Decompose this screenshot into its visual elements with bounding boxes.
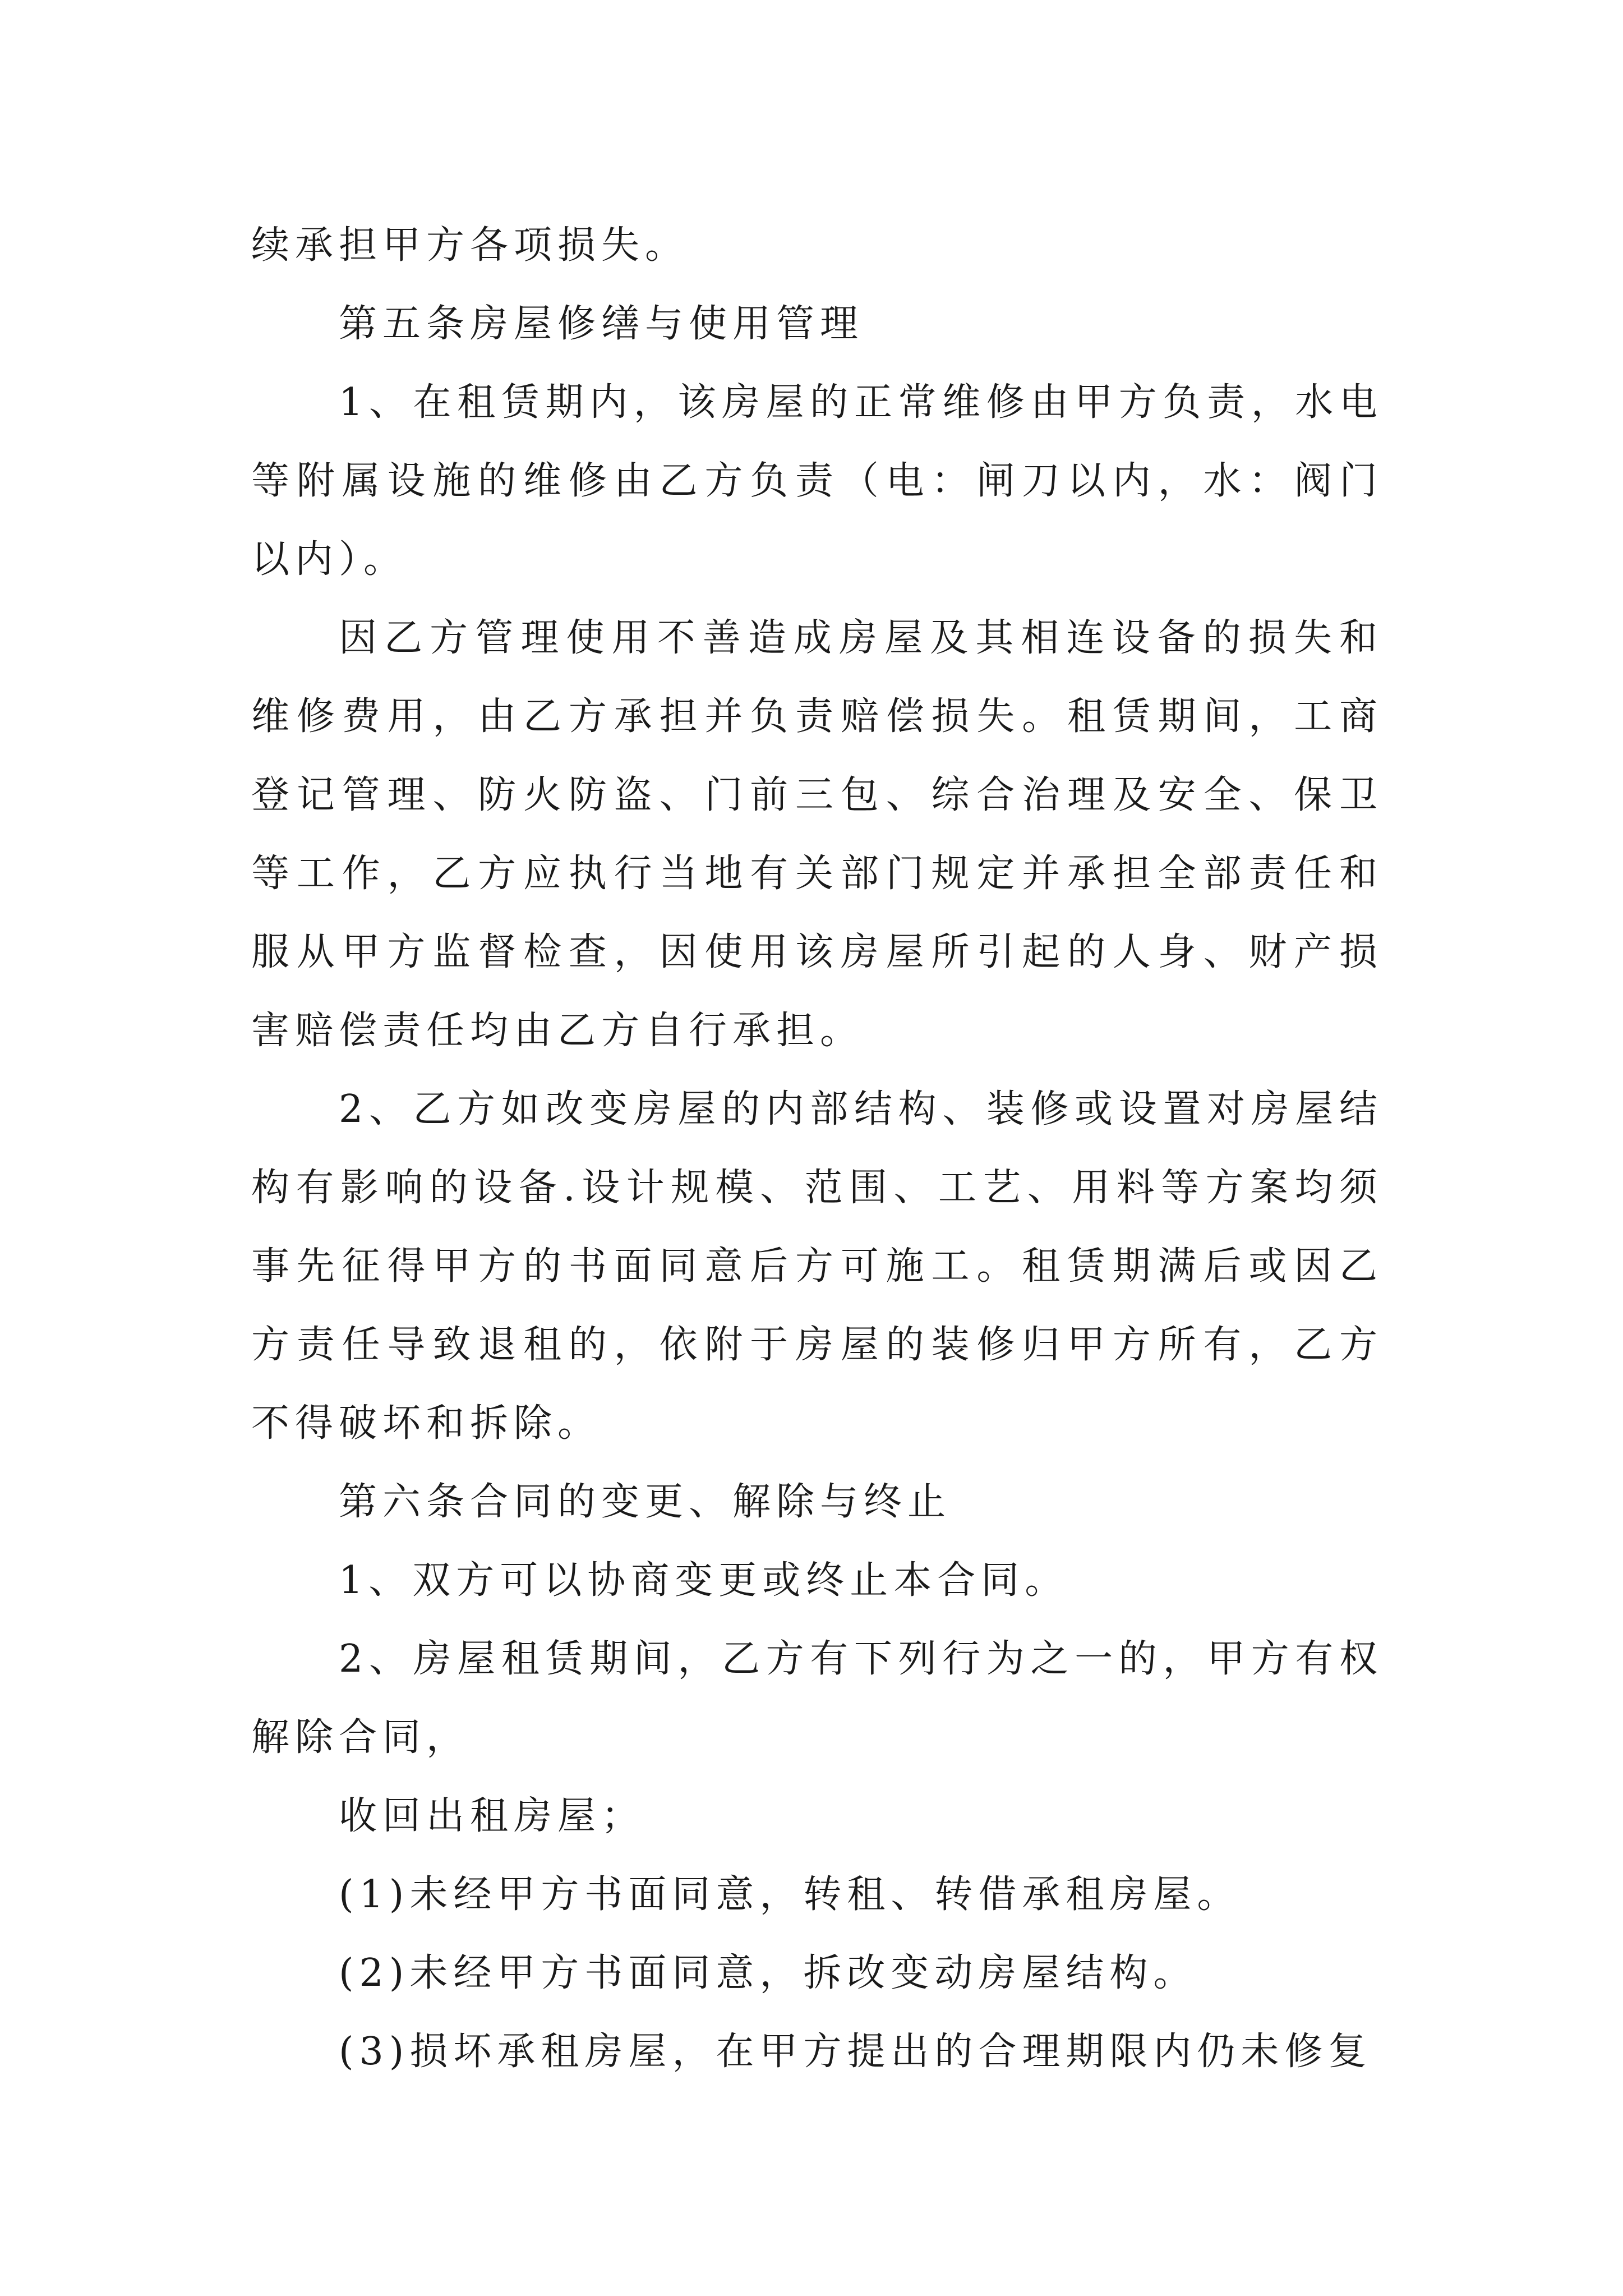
list-item: (2)未经甲方书面同意，拆改变动房屋结构。 [339,1951,1197,1995]
list-item: (1)未经甲方书面同意，转租、转借承租房屋。 [339,1872,1241,1917]
paragraph: 1、在租赁期内，该房屋的正常维修由甲方负责，水电等附属设施的维修由乙方负责（电：闸刀以内，水：阀门以内）。 [251,380,1383,582]
list-item: (3)损坏承租房屋，在甲方提出的合理期限内仍未修复 [339,2030,1372,2074]
section-heading: 第六条合同的变更、解除与终止 [339,1480,952,1524]
paragraph: 因乙方管理使用不善造成房屋及其相连设备的损失和维修费用，由乙方承担并负责赔偿损失。租赁期间，工商登记管理、防火防盗、门前三包、综合治理及安全、保卫等工作，乙方应执行当地有关部门规定并承担全部责任和服从甲方监督检查，因使用该房屋所引起的人身、财产损害赔偿责任均由乙方自行承担。 [251,616,1383,1053]
document-body [251,206,1383,2091]
paragraph: 收回出租房屋； [339,1794,645,1838]
paragraph: 2、乙方如改变房屋的内部结构、装修或设置对房屋结构有影响的设备.设计规模、范围、工艺、用料等方案均须事先征得甲方的书面同意后方可施工。租赁期满后或因乙方责任导致退租的，依附于房屋的装修归甲方所有，乙方不得破坏和拆除。 [251,1087,1383,1446]
paragraph: 1、双方可以协商变更或终止本合同。 [339,1558,1069,1603]
section-heading: 第五条房屋修缮与使用管理 [339,302,864,346]
paragraph: 2、房屋租赁期间，乙方有下列行为之一的，甲方有权解除合同， [251,1637,1383,1760]
paragraph: 续承担甲方各项损失。 [251,223,689,268]
